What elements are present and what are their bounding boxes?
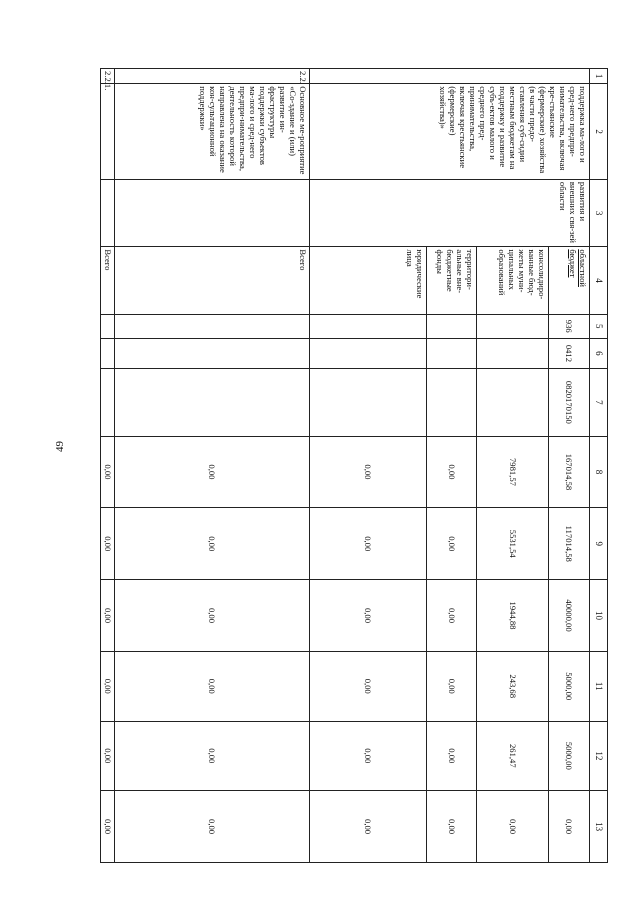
- row1-executor: развития и внешних свя-зей области: [309, 179, 590, 246]
- row1-funds-y5: 0,00: [427, 791, 477, 863]
- row3-source-total: Всего: [101, 247, 116, 314]
- row2-total: 0,00: [115, 436, 309, 508]
- page-number: 49: [54, 441, 66, 452]
- budget-table: [100, 68, 608, 863]
- row1-legal-y2: 0,00: [309, 580, 427, 652]
- row3-y2: 0,00: [101, 580, 116, 652]
- row1-legal-y5: 0,00: [309, 791, 427, 863]
- row1-source-extrabudgetary: территори-альные вне-бюджетные фонды: [427, 247, 477, 314]
- row1-municipal-y4: 261,47: [476, 721, 548, 791]
- row1-source-regional: областной бюджет: [549, 247, 590, 314]
- row1-funds-y2: 0,00: [427, 580, 477, 652]
- row1-y3: 5000,00: [549, 651, 590, 721]
- row3-number: 2.2.1.: [101, 69, 116, 84]
- row2-number: 2.2.: [115, 69, 309, 84]
- row1-municipal-y3: 243,68: [476, 651, 548, 721]
- row1-source-municipal: консолидиро-ванные бюд-жеты муни-ципальных образований: [476, 247, 548, 314]
- row2-measure-name: Основное ме-роприятие «Со-здание и (или) развитие ин-фраструктуры поддержки субъектов ма-лого и сред-него предпри-нимательства, деятельность которой направлена на оказание кон-сультационной поддержки»: [115, 84, 309, 180]
- col-header-10: 10: [590, 580, 608, 652]
- row1-source-legal-entities: юридические лица: [309, 247, 427, 314]
- row1-y5: 0,00: [549, 791, 590, 863]
- col-header-6: 6: [590, 338, 608, 368]
- row1-legal-total: 0,00: [309, 436, 427, 508]
- row1-municipal-total: 7981,57: [476, 436, 548, 508]
- row2-y2: 0,00: [115, 580, 309, 652]
- row1-municipal-y5: 0,00: [476, 791, 548, 863]
- row1-grbs: 936: [549, 314, 590, 338]
- row2-y3: 0,00: [115, 651, 309, 721]
- row1-legal-y4: 0,00: [309, 721, 427, 791]
- table-row: [115, 69, 309, 863]
- row1-total: 167014,58: [549, 436, 590, 508]
- col-header-4: 4: [590, 247, 608, 314]
- row3-total: 0,00: [101, 436, 116, 508]
- row2-y4: 0,00: [115, 721, 309, 791]
- col-header-9: 9: [590, 508, 608, 580]
- row3-y5: 0,00: [101, 791, 116, 863]
- col-header-5: 5: [590, 314, 608, 338]
- table-row: [549, 69, 590, 863]
- row1-y4: 5000,00: [549, 721, 590, 791]
- row1-funds-total: 0,00: [427, 436, 477, 508]
- row3-y4: 0,00: [101, 721, 116, 791]
- col-header-11: 11: [590, 651, 608, 721]
- col-header-1: 1: [590, 69, 608, 84]
- row1-measure-name: поддержка ма-лого и сред-него предпри-нимательства, включая кре-стьянские (фермерские) хозяйства (в части предо-ставления суб-сидии местным бюджетам на поддержку и развитие субъ-ектов малого и среднего пред-принимательства, включая крестьянские (фермерские) хозяйства)»: [309, 84, 590, 180]
- row1-municipal-y1: 5531,54: [476, 508, 548, 580]
- row1-number-cell: [309, 69, 590, 84]
- table-row: [101, 69, 116, 863]
- rotated-table-wrapper: [100, 68, 608, 863]
- col-header-13: 13: [590, 791, 608, 863]
- row3-y1: 0,00: [101, 508, 116, 580]
- row1-legal-y1: 0,00: [309, 508, 427, 580]
- col-header-8: 8: [590, 436, 608, 508]
- row3-y3: 0,00: [101, 651, 116, 721]
- row1-funds-y4: 0,00: [427, 721, 477, 791]
- row1-funds-y3: 0,00: [427, 651, 477, 721]
- row1-y1: 117014,58: [549, 508, 590, 580]
- row1-csr: 0820170150: [549, 369, 590, 436]
- row1-municipal-y2: 1944,88: [476, 580, 548, 652]
- row1-rzpr: 0412: [549, 338, 590, 368]
- row2-y5: 0,00: [115, 791, 309, 863]
- row2-source-total: Всего: [115, 247, 309, 314]
- col-header-2: 2: [590, 84, 608, 180]
- col-header-3: 3: [590, 179, 608, 246]
- col-header-12: 12: [590, 721, 608, 791]
- row2-y1: 0,00: [115, 508, 309, 580]
- row1-legal-y3: 0,00: [309, 651, 427, 721]
- header-row: [590, 69, 608, 863]
- row1-y2: 40000,00: [549, 580, 590, 652]
- col-header-7: 7: [590, 369, 608, 436]
- row1-funds-y1: 0,00: [427, 508, 477, 580]
